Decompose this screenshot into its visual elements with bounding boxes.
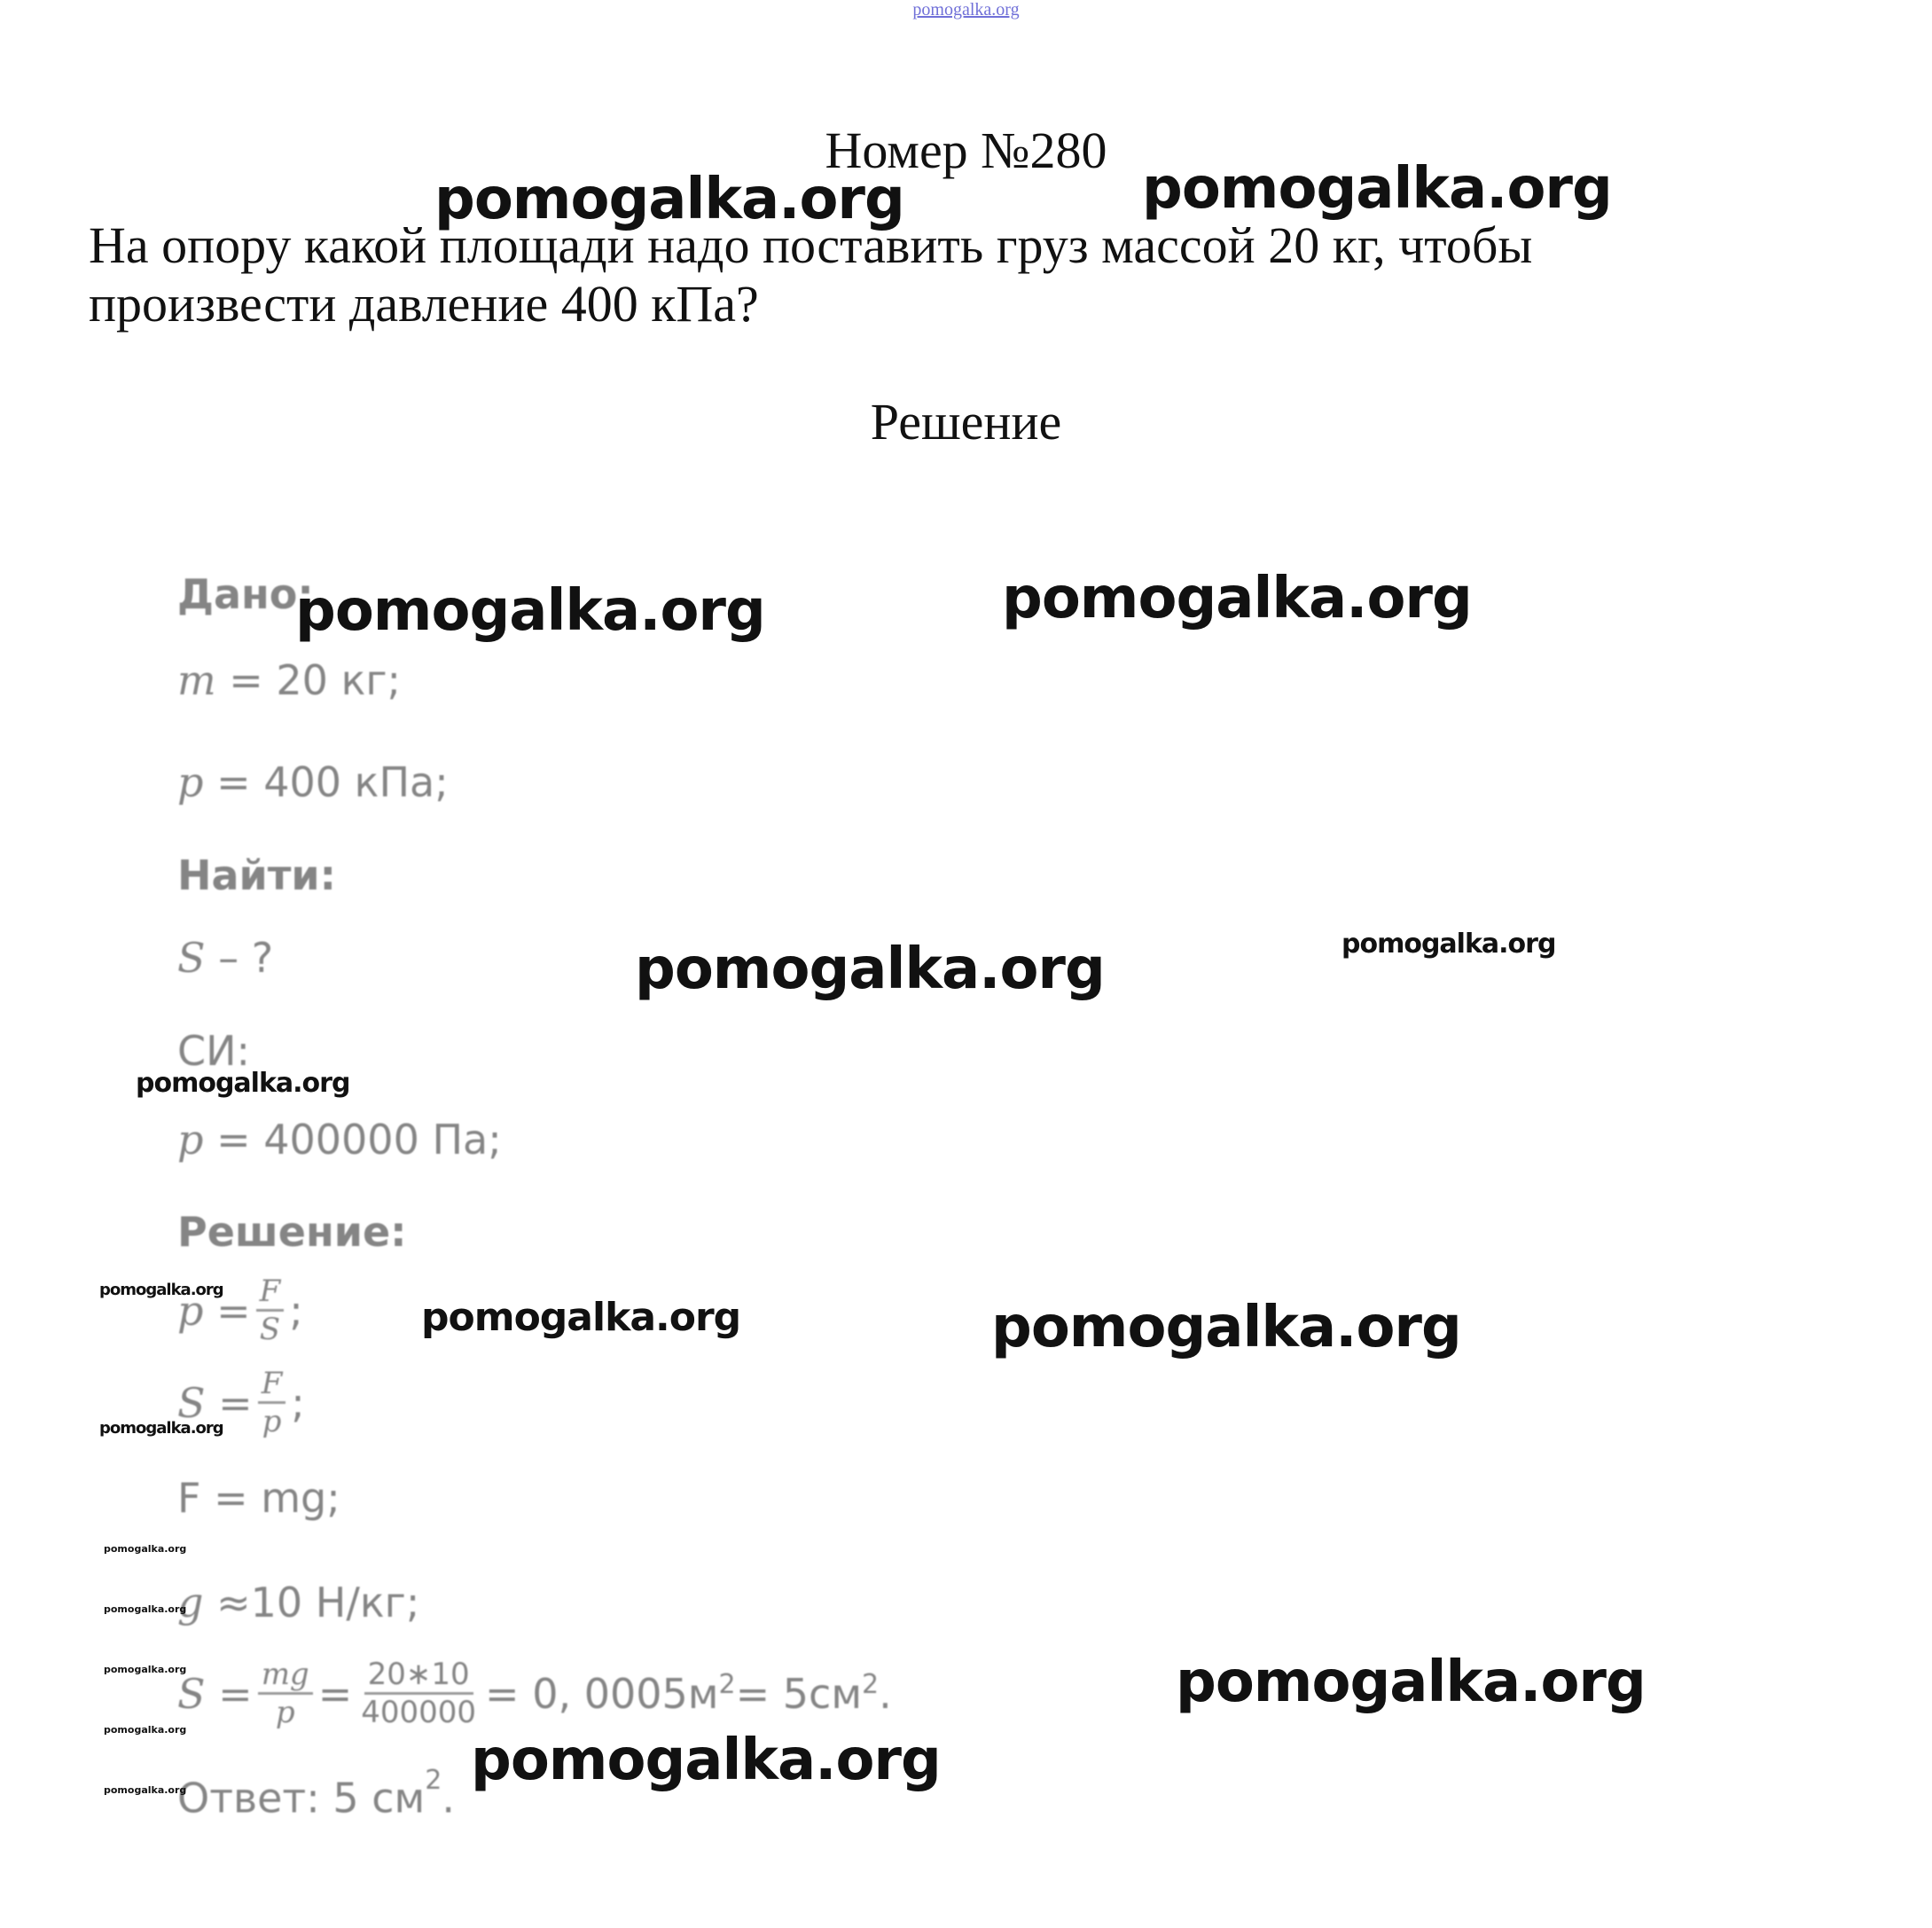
fraction-denominator: S [259,1312,281,1347]
gravity-constant [177,1579,419,1626]
equals-sign: = [317,1669,353,1718]
area-var: S [177,934,206,982]
watermark: pomogalka.org [99,1419,223,1438]
problem-line-1: На опору какой площади надо поставить груз массой 20 кг, чтобы [89,216,1533,274]
result-square-cm: = 5см [735,1669,863,1718]
watermark: pomogalka.org [295,578,765,644]
problem-line-2: произвести давление 400 кПа? [89,275,759,333]
formula-end: ; [291,1378,305,1427]
si-pressure-var: p [177,1116,204,1164]
watermark: pomogalka.org [1341,929,1556,960]
solution-heading: Решение [870,393,1062,451]
fraction-denominator: 400000 [361,1695,477,1730]
watermark: pomogalka.org [104,1724,187,1736]
fraction-numerator: F [256,1274,285,1312]
fraction-numerator: mg [258,1657,313,1695]
given-pressure [177,758,449,806]
given-mass [177,656,401,704]
watermark: pomogalka.org [635,937,1105,1002]
formula-result-left: S = [177,1669,253,1718]
gravity-var: g [177,1579,204,1626]
gravity-value: ≈10 Н/кг; [203,1579,420,1626]
mass-var: m [177,656,216,704]
fraction [256,1274,285,1347]
watermark: pomogalka.org [104,1543,187,1555]
exponent: 2 [862,1669,880,1700]
fraction-denominator: p [275,1695,295,1730]
exponent: 2 [718,1669,736,1700]
si-pressure-value: = 400000 Па; [203,1116,502,1164]
find-area [177,934,273,982]
pressure-var: p [177,758,204,806]
answer-text: Ответ: 5 см [177,1774,426,1822]
si-pressure [177,1116,502,1164]
watermark: pomogalka.org [991,1295,1461,1360]
si-label: СИ: [177,1027,251,1075]
formula-result [177,1657,892,1730]
problem-statement [89,216,1773,333]
fraction-numerator: F [258,1366,286,1404]
problem-number-title: Номер №280 [825,121,1107,179]
fraction [258,1366,286,1439]
watermark: pomogalka.org [471,1728,941,1793]
site-link[interactable]: pomogalka.org [912,0,1020,20]
formula-area-left: S = [177,1378,253,1427]
watermark: pomogalka.org [434,167,904,232]
watermark: pomogalka.org [1002,566,1472,631]
watermark: pomogalka.org [421,1295,741,1340]
fraction-numerator: 20∗10 [364,1657,473,1695]
formula-end: . [879,1669,892,1718]
given-label: Дано: [177,570,314,618]
watermark: pomogalka.org [104,1784,187,1796]
find-label: Найти: [177,851,337,899]
solution-label: Решение: [177,1208,407,1256]
fraction [258,1657,313,1730]
formula-pressure-left: p = [177,1286,251,1335]
mass-value: = 20 кг; [215,656,402,704]
fraction-denominator: p [262,1404,282,1439]
exponent: 2 [425,1765,442,1796]
watermark: pomogalka.org [1142,156,1612,222]
answer [177,1765,455,1822]
watermark: pomogalka.org [1176,1650,1646,1715]
answer-end: . [442,1774,455,1822]
watermark: pomogalka.org [99,1281,223,1299]
fraction [357,1657,480,1730]
watermark: pomogalka.org [136,1068,350,1099]
formula-end: ; [289,1286,303,1335]
watermark: pomogalka.org [104,1603,187,1615]
watermark: pomogalka.org [104,1664,187,1675]
area-unknown: – ? [205,934,274,982]
pressure-value: = 400 кПа; [203,758,449,806]
result-square-meters: = 0, 0005м [485,1669,719,1718]
formula-force: F = mg; [177,1474,340,1522]
